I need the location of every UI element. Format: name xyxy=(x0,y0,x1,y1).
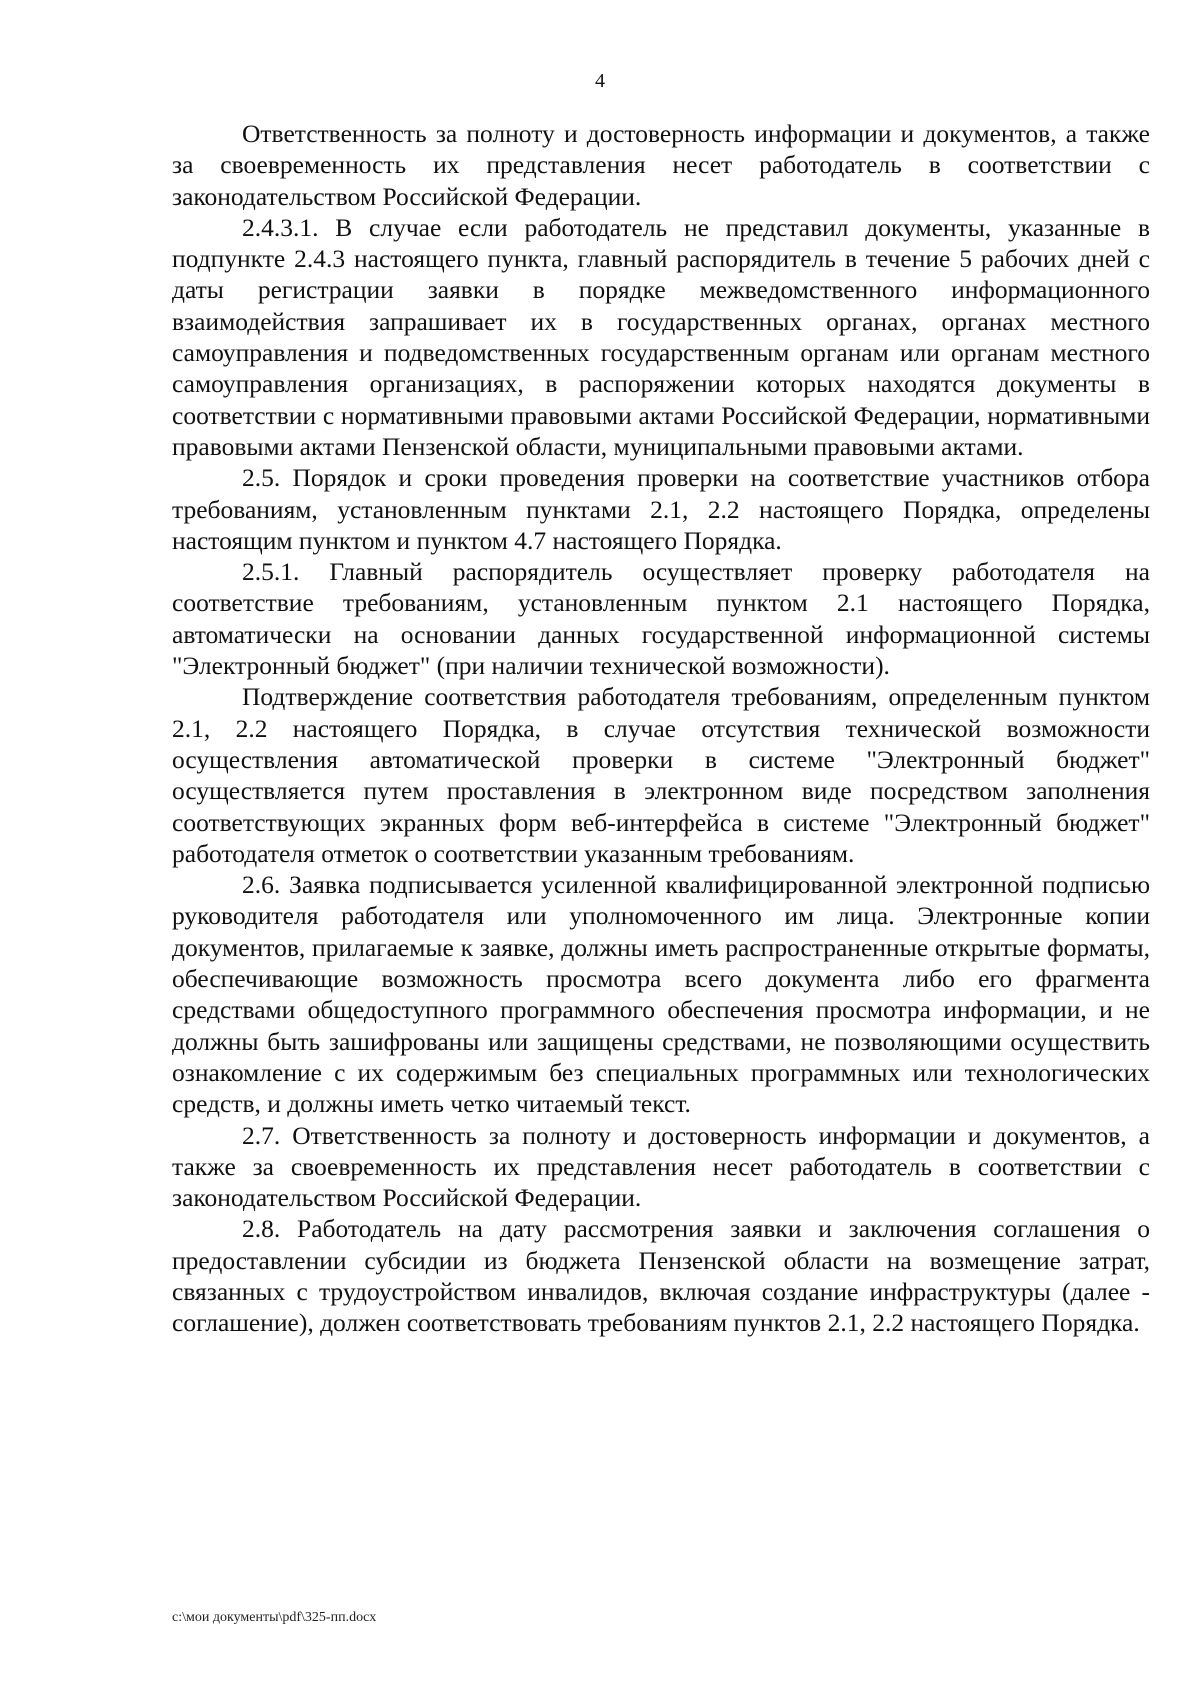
paragraph-2-5-1: 2.5.1. Главный распорядитель осуществляет проверку работодателя на соответствие требованиям, установленным пунктом 2.1 настоящего Порядка, автоматически на основании данных государственной информационной системы "Электронный бюджет" (при наличии технической возможности). xyxy=(172,557,1150,681)
paragraph-2-7: 2.7. Ответственность за полноту и достоверность информации и документов, а также за своевременность их представления несет работодатель в соответствии с законодательством Российской Федерации. xyxy=(172,1120,1150,1213)
document-body xyxy=(172,118,1150,1339)
page-number: 4 xyxy=(595,70,605,92)
paragraph-2-6: 2.6. Заявка подписывается усиленной квалифицированной электронной подписью руководителя работодателя или уполномоченного им лица. Электронные копии документов, прилагаемые к заявке, должны иметь распространенные открытые форматы, обеспечивающие возможность просмотра всего документа либо его фрагмента средствами общедоступного программного обеспечения просмотра информации, и не должны быть зашифрованы или защищены средствами, не позволяющими осуществить ознакомление с их содержимым без специальных программных или технологических средств, и должны иметь четко читаемый текст. xyxy=(172,870,1150,1119)
paragraph-2-4-3-1: 2.4.3.1. В случае если работодатель не представил документы, указанные в подпункте 2.4.3 настоящего пункта, главный распорядитель в течение 5 рабочих дней с даты регистрации заявки в порядке межведомственного информационного взаимодействия запрашивает их в государственных органах, органах местного самоуправления и подведомственных государственным органам или органам местного самоуправления организациях, в распоряжении которых находятся документы в соответствии с нормативными правовыми актами Российской Федерации, нормативными правовыми актами Пензенской области, муниципальными правовыми актами. xyxy=(172,212,1150,461)
paragraph-2-8: 2.8. Работодатель на дату рассмотрения заявки и заключения соглашения о предоставлении субсидии из бюджета Пензенской области на возмещение затрат, связанных с трудоустройством инвалидов, включая создание инфраструктуры (далее - соглашение), должен соответствовать требованиям пунктов 2.1, 2.2 настоящего Порядка. xyxy=(172,1214,1150,1338)
paragraph-confirmation: Подтверждение соответствия работодателя требованиям, определенным пунктом 2.1, 2.2 настоящего Порядка, в случае отсутствия технической возможности осуществления автоматической проверки в системе "Электронный бюджет" осуществляется путем проставления в электронном виде посредством заполнения соответствующих экранных форм веб-интерфейса в системе "Электронный бюджет" работодателя отметок о соответствии указанным требованиям. xyxy=(172,682,1150,868)
footer-file-path: c:\мои документы\pdf\325-пп.docx xyxy=(172,1610,377,1625)
paragraph-2-5: 2.5. Порядок и сроки проведения проверки на соответствие участников отбора требованиям, установленным пунктами 2.1, 2.2 настоящего Порядка, определены настоящим пунктом и пунктом 4.7 настоящего Порядка. xyxy=(172,463,1150,555)
paragraph-responsibility-intro: Ответственность за полноту и достоверность информации и документов, а также за своевременность их представления несет работодатель в соответствии с законодательством Российской Федерации. xyxy=(172,119,1150,211)
